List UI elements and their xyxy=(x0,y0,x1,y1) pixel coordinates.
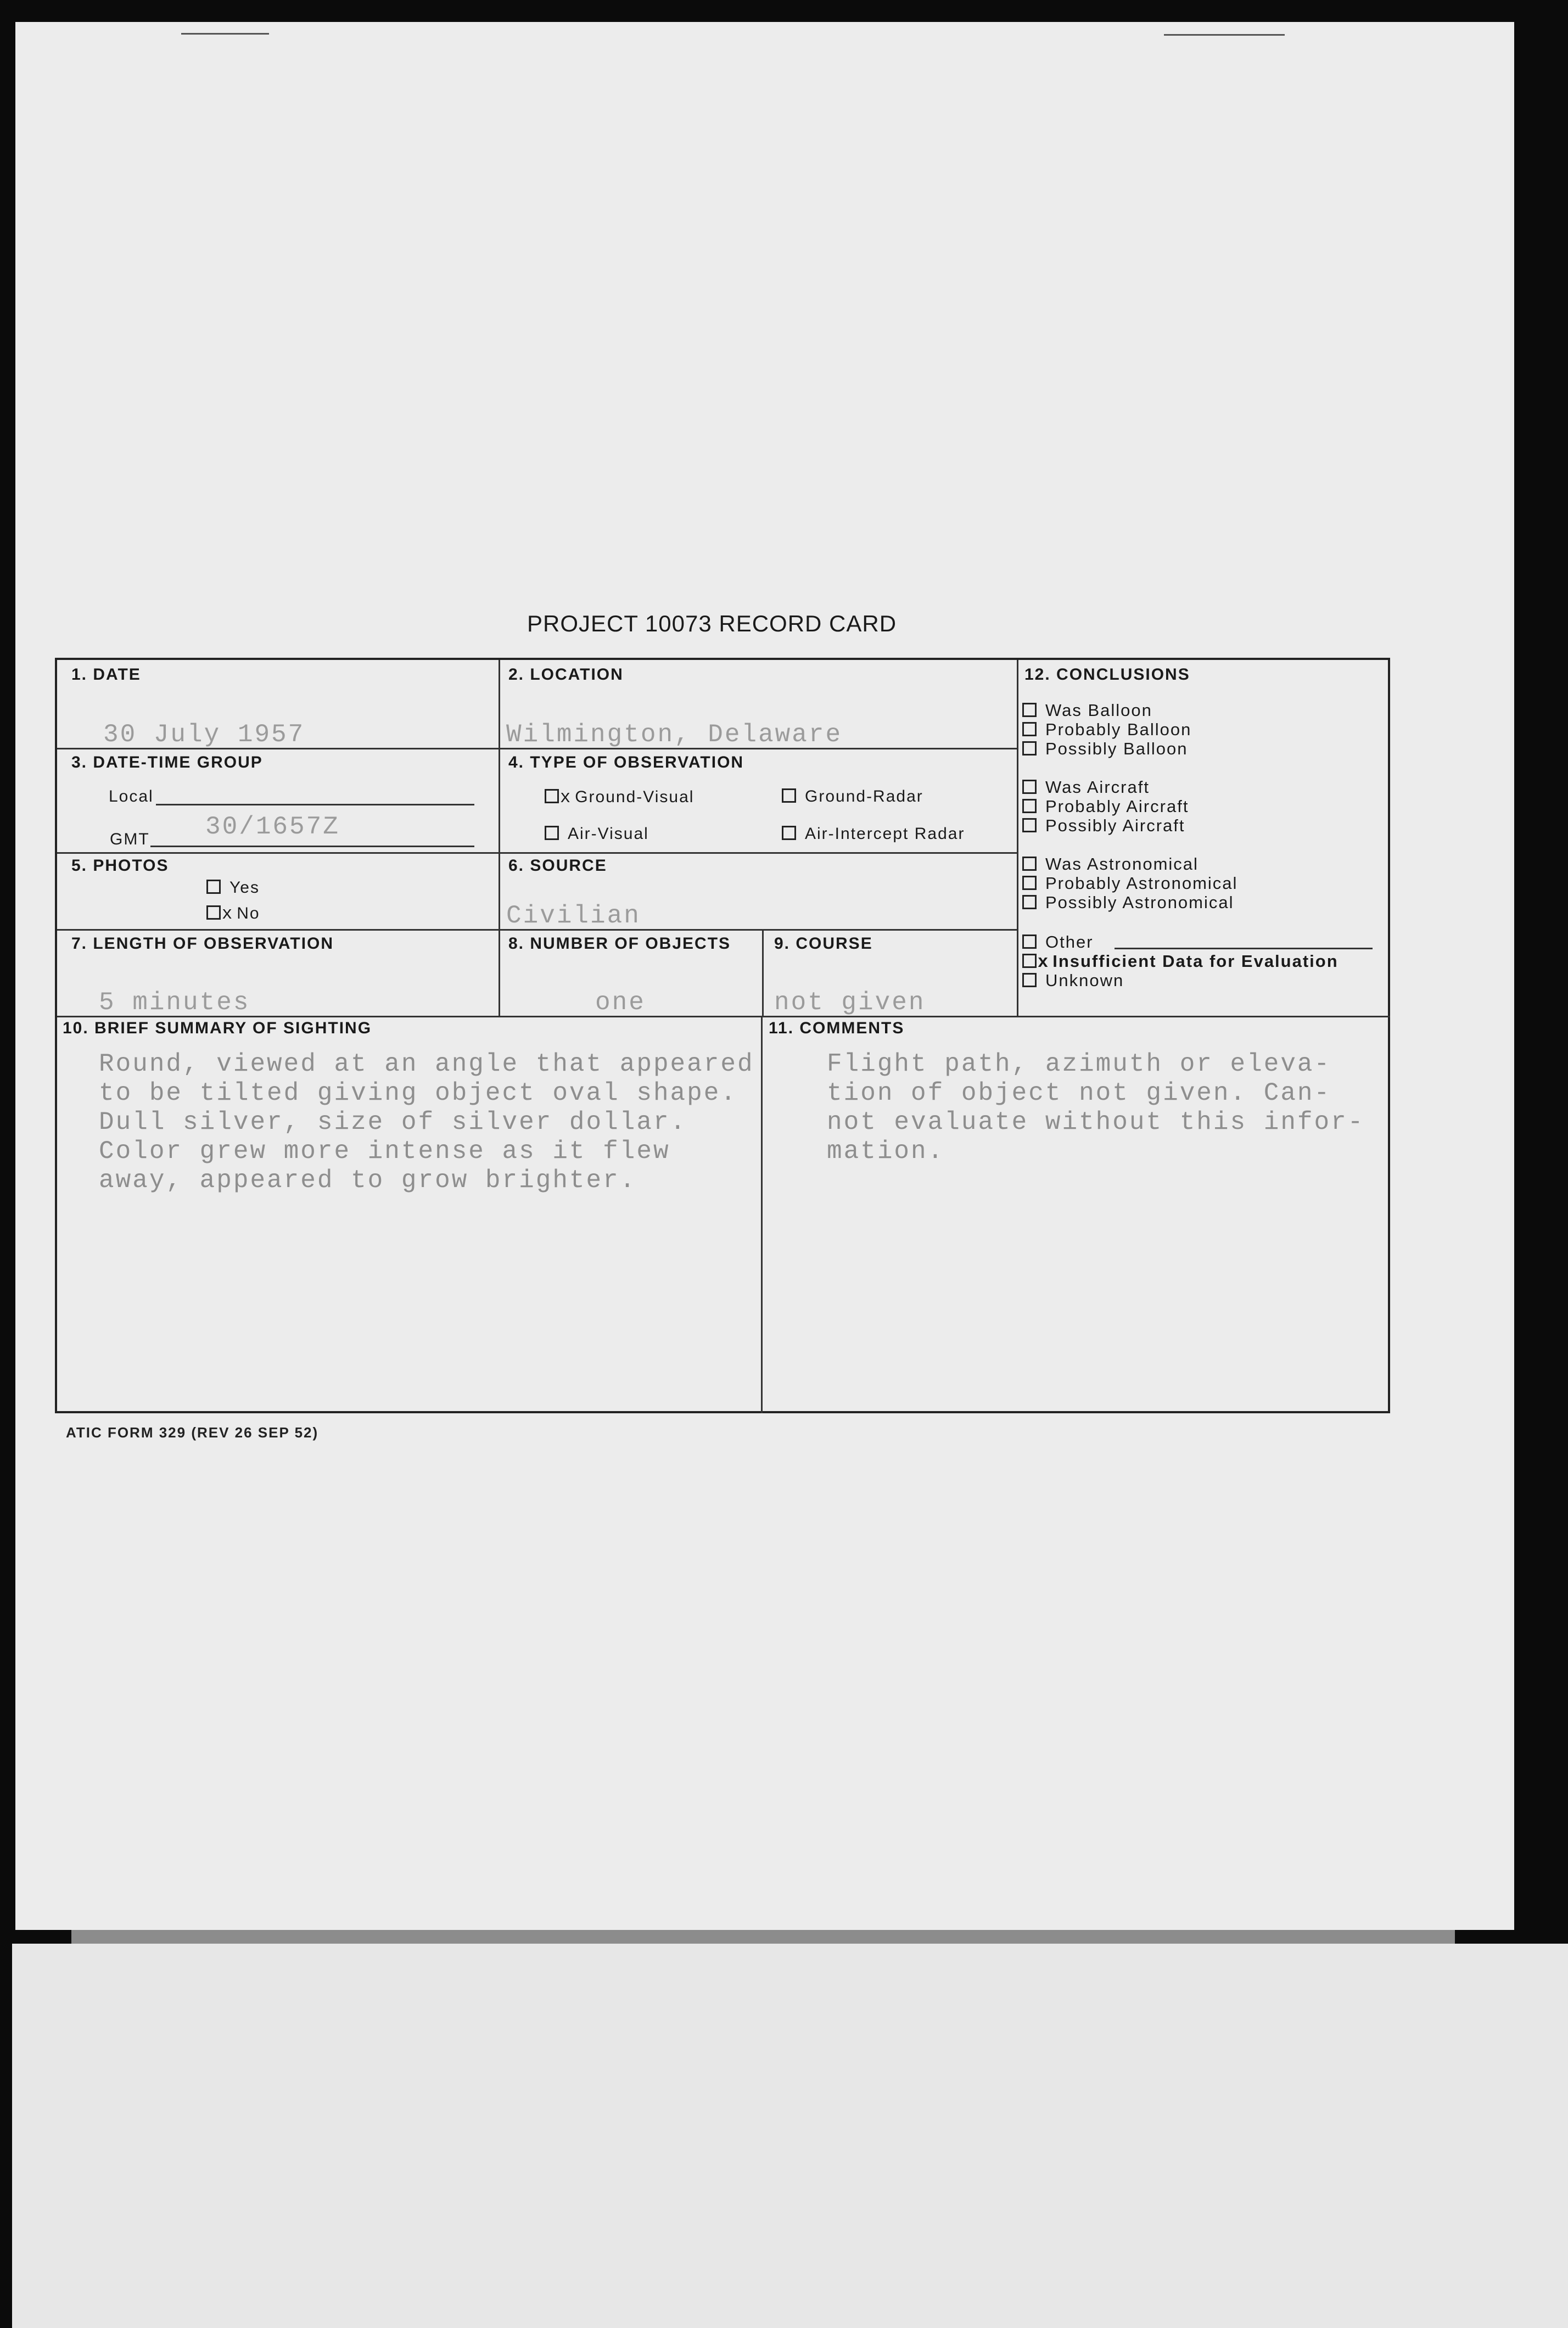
rule xyxy=(762,929,764,1016)
form-identifier: ATIC FORM 329 (REV 26 SEP 52) xyxy=(66,1424,319,1441)
film-edge-mark xyxy=(1164,34,1285,36)
option-ground-radar: Ground-Radar xyxy=(782,787,923,806)
option-ground-visual: x Ground-Visual xyxy=(545,787,694,808)
sheet-shadow xyxy=(71,1930,1455,1945)
film-edge-mark xyxy=(181,33,269,35)
conclusions-label: 12. CONCLUSIONS xyxy=(1024,665,1190,684)
conclusion-unknown: Unknown xyxy=(1022,971,1124,990)
checkbox xyxy=(1022,954,1037,968)
summary-text: Round, viewed at an angle that appeared to be tilted giving object oval shape. Dull silver, size of silver dollar. Color grew more intense as it flew away, appeared to grow brighter. xyxy=(99,1050,754,1195)
card-title: PROJECT 10073 RECORD CARD xyxy=(527,611,897,636)
comments-text: Flight path, azimuth or eleva- tion of object not given. Can- not evaluate without this infor- mation. xyxy=(827,1050,1365,1166)
length-value: 5 minutes xyxy=(99,988,250,1017)
course-value: not given xyxy=(774,988,926,1017)
local-label: Local xyxy=(109,787,154,805)
conclusion-was-aircraft: Was Aircraft xyxy=(1022,777,1150,797)
conclusion-was-astronomical: Was Astronomical xyxy=(1022,854,1199,874)
checkbox-air-intercept-radar xyxy=(782,826,796,840)
conclusion-probably-balloon: Probably Balloon xyxy=(1022,720,1191,740)
check-x-mark: x xyxy=(1038,952,1050,972)
other-field-line xyxy=(1115,948,1373,949)
conclusion-possibly-astronomical: Possibly Astronomical xyxy=(1022,893,1234,913)
checkbox-air-visual xyxy=(545,826,559,840)
length-label: 7. LENGTH OF OBSERVATION xyxy=(71,934,334,953)
checkbox xyxy=(1022,895,1037,909)
gmt-label: GMT xyxy=(110,830,150,848)
record-card xyxy=(55,658,1390,1413)
source-label: 6. SOURCE xyxy=(508,857,607,875)
check-x-mark: x xyxy=(222,904,234,924)
date-label: 1. DATE xyxy=(71,665,141,684)
checkbox xyxy=(1022,818,1037,832)
photos-label: 5. PHOTOS xyxy=(71,857,169,875)
objects-label: 8. NUMBER OF OBJECTS xyxy=(508,934,731,953)
checkbox xyxy=(1022,741,1037,756)
local-field-line xyxy=(156,804,474,805)
conclusion-probably-aircraft: Probably Aircraft xyxy=(1022,797,1189,816)
conclusion-probably-astronomical: Probably Astronomical xyxy=(1022,874,1237,893)
gmt-field-line xyxy=(150,846,474,847)
comments-label: 11. COMMENTS xyxy=(769,1019,905,1037)
checkbox-photos-yes xyxy=(206,880,221,894)
location-label: 2. LOCATION xyxy=(508,665,624,684)
checkbox-ground-radar xyxy=(782,788,796,803)
photos-yes: Yes xyxy=(206,878,260,897)
option-air-intercept-radar: Air-Intercept Radar xyxy=(782,825,965,843)
photos-no: x No xyxy=(206,904,260,924)
date-time-group-label: 3. DATE-TIME GROUP xyxy=(71,753,263,771)
checkbox xyxy=(1022,876,1037,890)
source-value: Civilian xyxy=(506,902,641,930)
conclusion-insufficient-data: x Insufficient Data for Evaluation xyxy=(1022,952,1339,972)
conclusion-possibly-aircraft: Possibly Aircraft xyxy=(1022,816,1185,836)
conclusion-other: Other xyxy=(1022,932,1094,952)
option-air-visual: Air-Visual xyxy=(545,825,649,843)
checkbox xyxy=(1022,799,1037,813)
date-value: 30 July 1957 xyxy=(103,720,305,749)
conclusion-possibly-balloon: Possibly Balloon xyxy=(1022,739,1188,759)
rule xyxy=(499,660,500,1016)
lower-film-area xyxy=(12,1944,1568,2328)
checkbox-photos-no xyxy=(206,905,221,920)
checkbox xyxy=(1022,973,1037,987)
checkbox xyxy=(1022,722,1037,736)
check-x-mark: x xyxy=(560,787,572,808)
gmt-value: 30/1657Z xyxy=(205,813,340,841)
rule xyxy=(1017,660,1018,1016)
checkbox xyxy=(1022,780,1037,794)
observation-type-label: 4. TYPE OF OBSERVATION xyxy=(508,753,744,771)
course-label: 9. COURSE xyxy=(774,934,873,953)
rule xyxy=(57,852,1017,854)
conclusion-was-balloon: Was Balloon xyxy=(1022,701,1152,720)
rule xyxy=(761,1016,763,1413)
checkbox-ground-visual xyxy=(545,789,559,803)
objects-value: one xyxy=(595,988,646,1017)
summary-label: 10. BRIEF SUMMARY OF SIGHTING xyxy=(63,1019,372,1037)
checkbox xyxy=(1022,934,1037,949)
checkbox xyxy=(1022,703,1037,717)
checkbox xyxy=(1022,857,1037,871)
location-value: Wilmington, Delaware xyxy=(506,720,843,749)
rule xyxy=(57,1016,1390,1017)
